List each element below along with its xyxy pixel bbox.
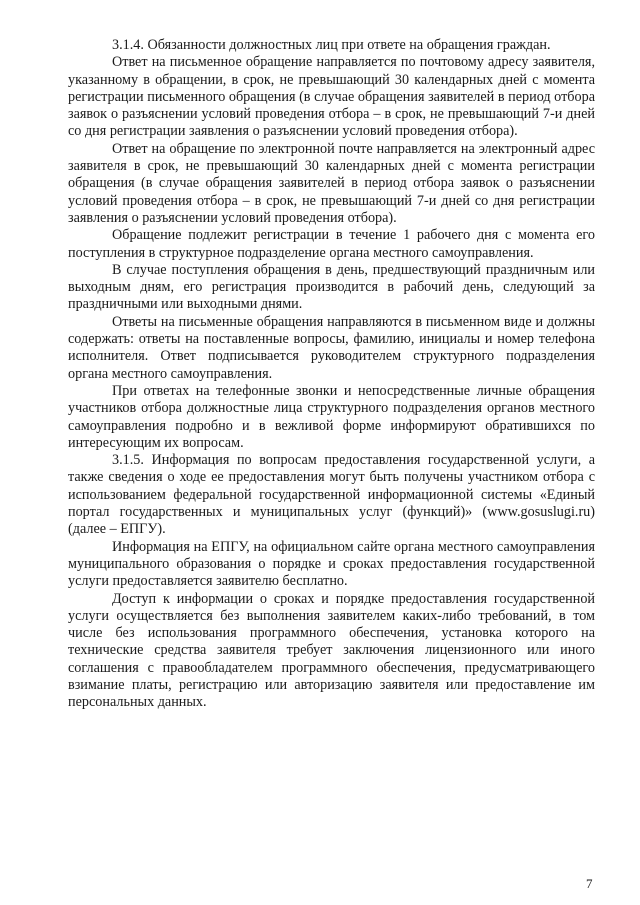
page-number: 7 <box>586 876 593 891</box>
paragraph-access-conditions: Доступ к информации о сроках и порядке предоставления государственной услуги осуществляется без выполнения заявителем каких-либо требований, в том числе без использования программного обеспечения, установка которого на технические средства заявителя требует заключения лицензионного или иного соглашения с правообладателем программного обеспечения, предусматривающего взимание платы, регистрацию или авторизацию заявителя или предоставление им персональных данных. <box>68 590 595 711</box>
document-body <box>68 37 595 712</box>
paragraph-3-1-5-epgu: 3.1.5. Информация по вопросам предоставления государственной услуги, а также сведения о ходе ее предоставления могут быть получены участником отбора с использованием федеральной государственной информационной системы «Единый портал государственных и муниципальных услуг (функций)» (www.gosuslugi.ru) (далее – ЕПГУ). <box>68 452 595 538</box>
paragraph-holiday-registration: В случае поступления обращения в день, предшествующий праздничным или выходным дням, его регистрация производится в рабочий день, следующий за праздничными или выходными днями. <box>68 261 595 313</box>
paragraph-3-1-4-heading: 3.1.4. Обязанности должностных лиц при ответе на обращения граждан. <box>112 37 551 53</box>
paragraph-free-information: Информация на ЕПГУ, на официальном сайте органа местного самоуправления муниципального образования о порядке и сроках предоставления государственной услуги предоставляется заявителю бесплатно. <box>68 538 595 590</box>
paragraph-email-reply: Ответ на обращение по электронной почте направляется на электронный адрес заявителя в срок, не превышающий 30 календарных дней с момента регистрации обращения (в случае обращения заявителей в период отбора заявок о разъяснении условий проведения отбора – в срок, не превышающий 7-и дней со дня регистрации заявления о разъяснении условий проведения отбора). <box>68 140 595 226</box>
paragraph-postal-reply: Ответ на письменное обращение направляется по почтовому адресу заявителя, указанному в обращении, в срок, не превышающий 30 календарных дней с момента регистрации письменного обращения (в случае обращения заявителей в период отбора заявок о разъяснении условий проведения отбора – в срок, не превышающий 7-и дней со дня регистрации заявления о разъяснении условий проведения отбора). <box>68 54 595 140</box>
paragraph-registration: Обращение подлежит регистрации в течение 1 рабочего дня с момента его поступления в структурное подразделение органа местного самоуправления. <box>68 227 595 261</box>
paragraph-written-replies: Ответы на письменные обращения направляются в письменном виде и должны содержать: ответы на поставленные вопросы, фамилию, инициалы и номер телефона исполнителя. Ответ подписывается руководителем структурного подразделения органа местного самоуправления. <box>68 313 595 382</box>
paragraph-phone-replies: При ответах на телефонные звонки и непосредственные личные обращения участников отбора должностные лица структурного подразделения органов местного самоуправления подробно и в вежливой форме информируют обратившихся по интересующим их вопросам. <box>68 382 595 451</box>
